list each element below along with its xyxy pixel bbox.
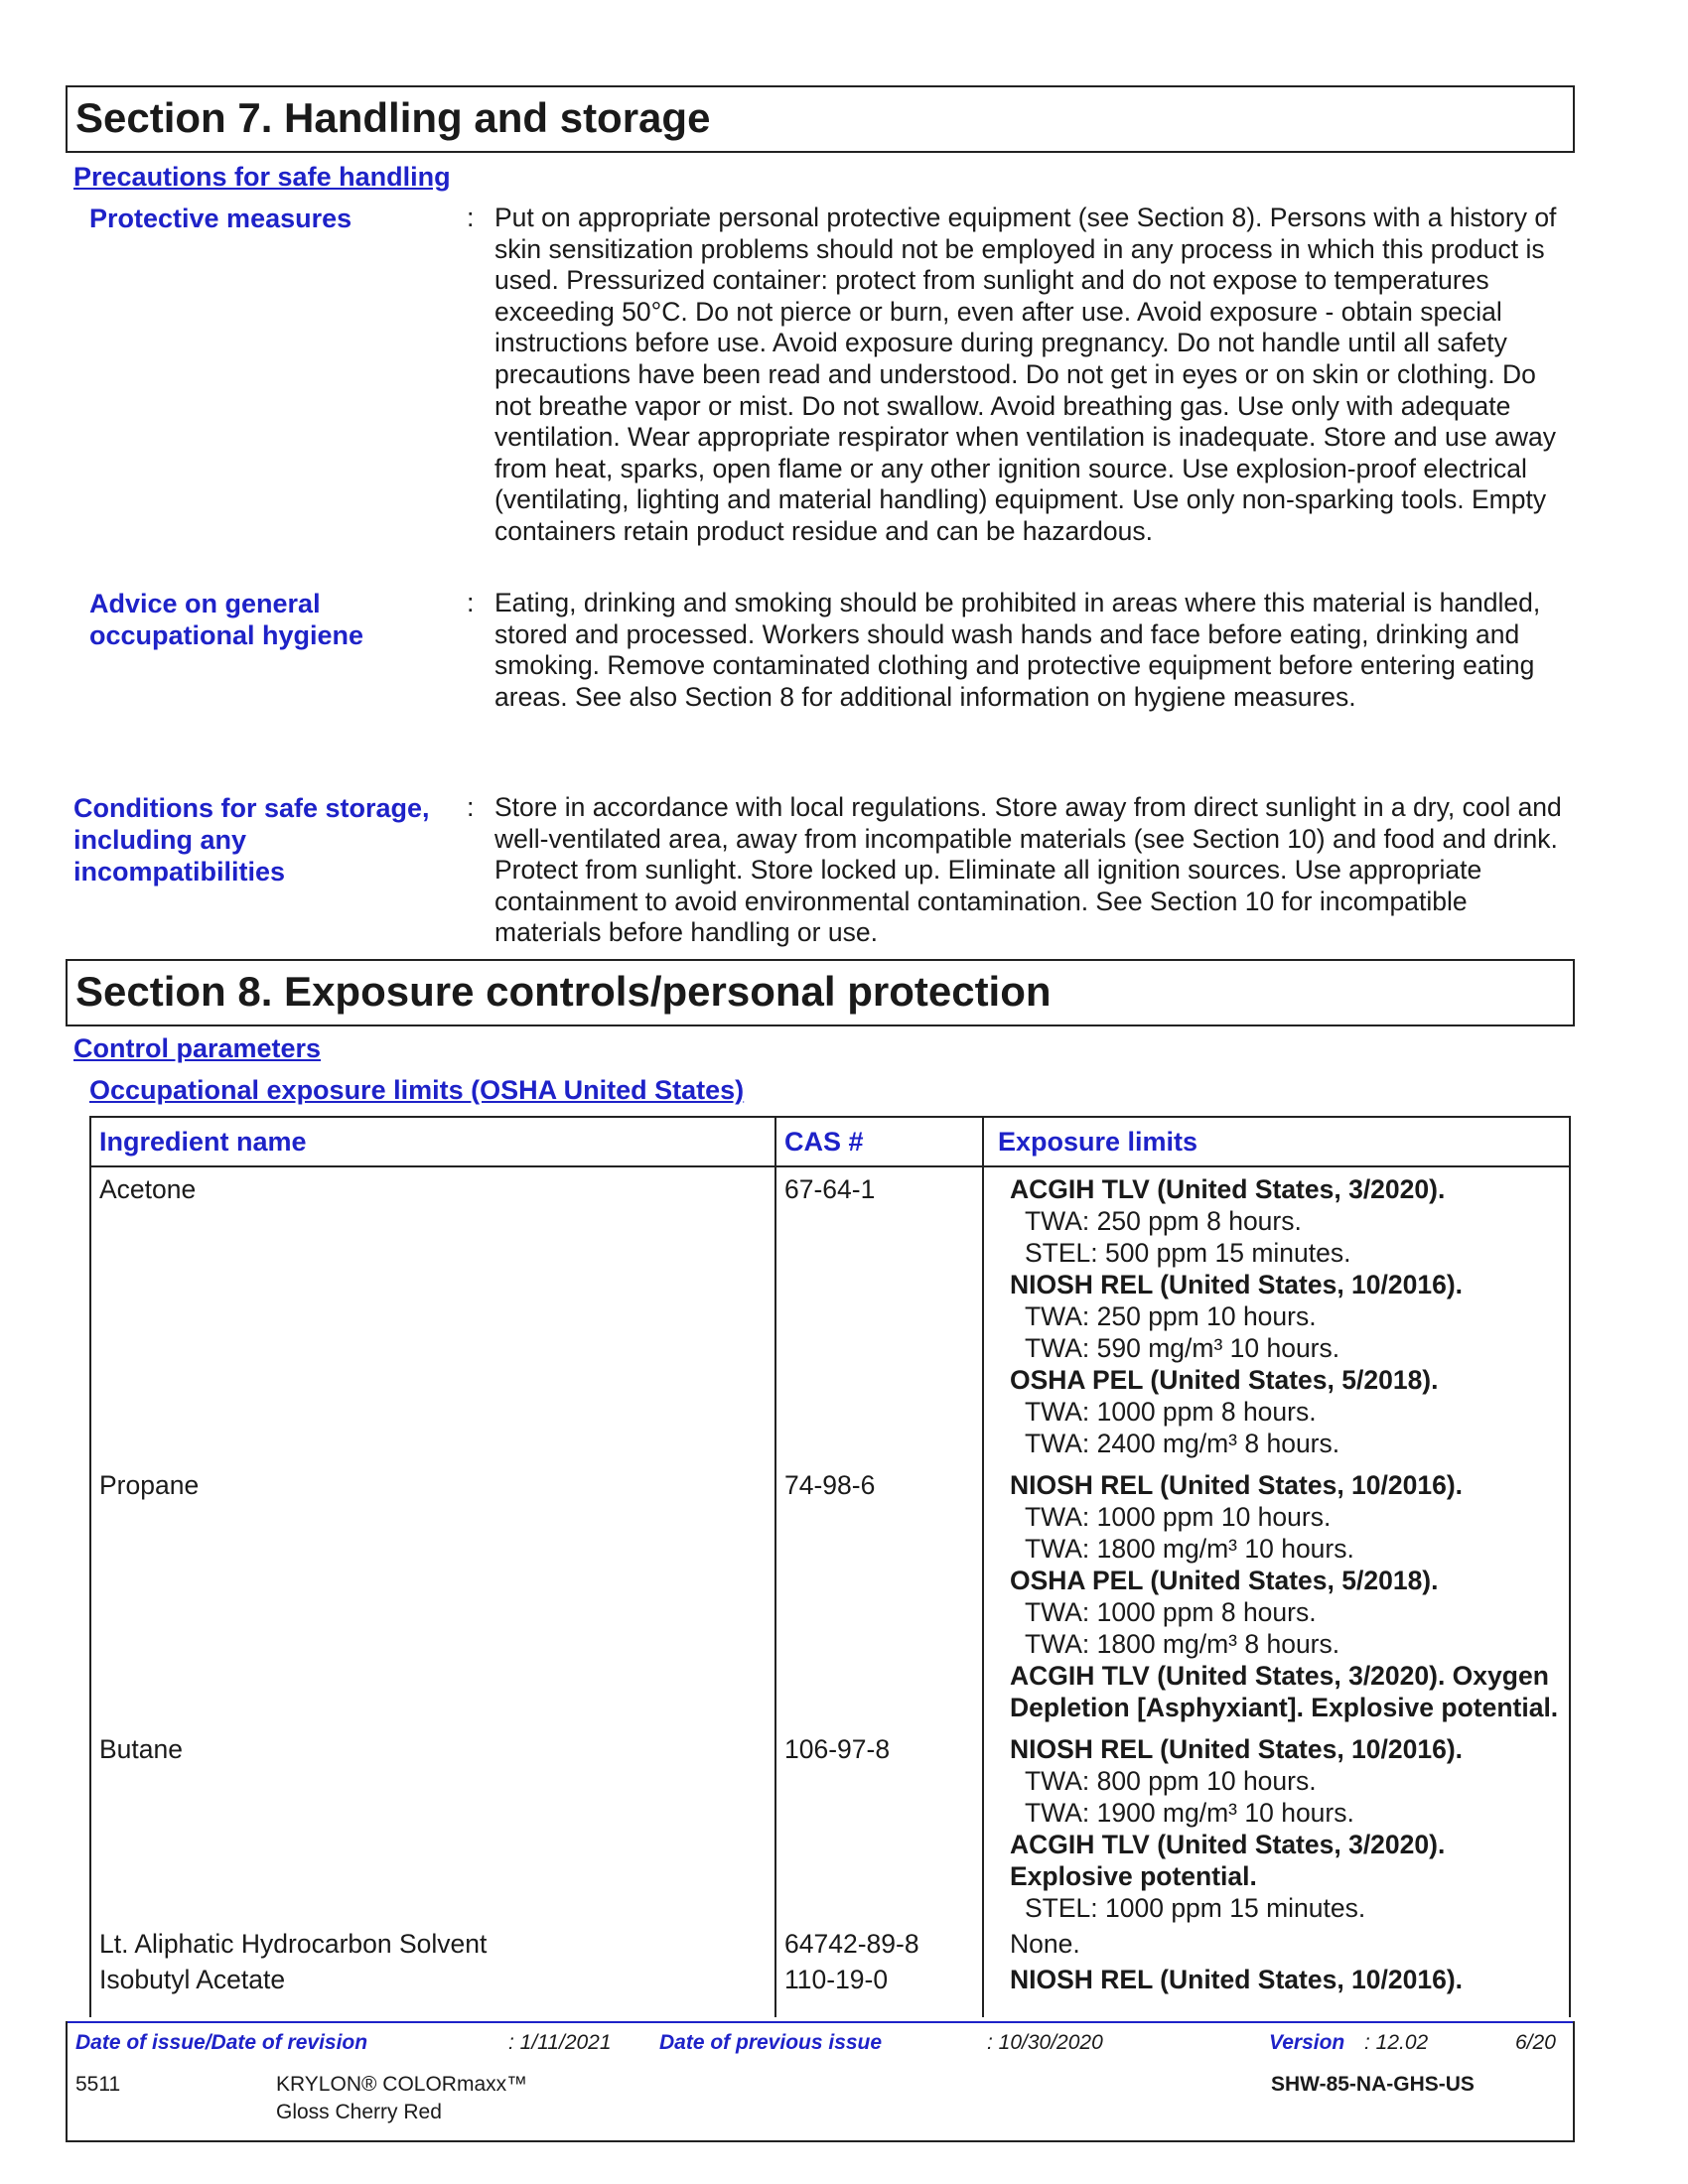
exposure-limits-cell	[983, 1964, 1570, 2017]
limit-source: NIOSH REL (United States, 10/2016).	[1010, 1734, 1464, 1764]
table-row	[90, 1463, 1570, 1727]
previous-issue-label: Date of previous issue	[659, 2031, 883, 2054]
control-parameters-heading[interactable]: Control parameters	[73, 1033, 322, 1063]
limit-value: TWA: 250 ppm 10 hours.	[1025, 1301, 1317, 1331]
section-8-title: Section 8. Exposure controls/personal protection	[66, 959, 1575, 1026]
limit-value: TWA: 800 ppm 10 hours.	[1025, 1766, 1317, 1796]
page-number: 6/20	[1515, 2031, 1556, 2054]
table-header-row	[90, 1117, 1570, 1166]
table-row	[90, 1928, 1570, 1964]
document-code: SHW-85-NA-GHS-US	[1271, 2073, 1475, 2096]
product-code: 5511	[75, 2073, 121, 2096]
ingredient-name-cell: Acetone	[90, 1166, 775, 1463]
table-row	[90, 1727, 1570, 1928]
limit-none: None.	[1010, 1929, 1080, 1959]
table-row	[90, 1166, 1570, 1463]
exposure-limits-cell	[983, 1727, 1570, 1928]
limit-value: TWA: 250 ppm 8 hours.	[1025, 1206, 1302, 1236]
limit-source: ACGIH TLV (United States, 3/2020).	[1010, 1174, 1446, 1204]
protective-measures-label: Protective measures	[89, 204, 352, 233]
cas-number-cell: 106-97-8	[775, 1727, 983, 1928]
limit-value: TWA: 1000 ppm 10 hours.	[1025, 1502, 1332, 1532]
col-ingredient-name: Ingredient name	[90, 1117, 775, 1166]
cas-number-cell: 67-64-1	[775, 1166, 983, 1463]
cas-number-cell: 110-19-0	[775, 1964, 983, 2017]
limit-value: TWA: 1800 mg/m³ 8 hours.	[1025, 1629, 1340, 1659]
limit-source: ACGIH TLV (United States, 3/2020). Oxygen Depletion [Asphyxiant]. Explosive potential.	[1010, 1661, 1559, 1722]
hygiene-label-line2: occupational hygiene	[89, 620, 364, 650]
product-name-line2: Gloss Cherry Red	[276, 2101, 442, 2123]
limit-value: STEL: 500 ppm 15 minutes.	[1025, 1238, 1351, 1268]
exposure-limits-cell	[983, 1928, 1570, 1964]
limit-source: OSHA PEL (United States, 5/2018).	[1010, 1566, 1439, 1595]
colon: :	[467, 792, 475, 822]
storage-label-line1: Conditions for safe storage,	[73, 793, 430, 823]
ingredient-name-cell: Isobutyl Acetate	[90, 1964, 775, 2017]
issue-date-value: : 1/11/2021	[508, 2031, 612, 2054]
version-value: : 12.02	[1364, 2031, 1429, 2054]
col-cas: CAS #	[775, 1117, 983, 1166]
page-footer	[66, 2021, 1575, 2142]
cas-number-cell: 64742-89-8	[775, 1928, 983, 1964]
exposure-limits-cell	[983, 1166, 1570, 1463]
limit-value: TWA: 2400 mg/m³ 8 hours.	[1025, 1429, 1340, 1458]
colon: :	[467, 588, 475, 617]
limit-value: STEL: 1000 ppm 15 minutes.	[1025, 1893, 1366, 1923]
limit-source: NIOSH REL (United States, 10/2016).	[1010, 1965, 1464, 1994]
product-name-line1: KRYLON® COLORmaxx™	[276, 2073, 528, 2096]
table-row	[90, 1964, 1570, 2017]
section-7-title: Section 7. Handling and storage	[66, 85, 1575, 153]
hygiene-label-line1: Advice on general	[89, 589, 321, 618]
ingredient-name-cell: Lt. Aliphatic Hydrocarbon Solvent	[90, 1928, 775, 1964]
limit-value: TWA: 1900 mg/m³ 10 hours.	[1025, 1798, 1354, 1828]
storage-label-line2: including any	[73, 825, 247, 855]
limit-source: NIOSH REL (United States, 10/2016).	[1010, 1470, 1464, 1500]
previous-issue-value: : 10/30/2020	[987, 2031, 1103, 2054]
col-exposure-limits: Exposure limits	[983, 1117, 1570, 1166]
limit-value: TWA: 590 mg/m³ 10 hours.	[1025, 1333, 1340, 1363]
storage-label	[73, 792, 430, 887]
exposure-limits-cell	[983, 1463, 1570, 1727]
storage-label-line3: incompatibilities	[73, 857, 286, 887]
footer-divider	[68, 2021, 1573, 2023]
hygiene-text: Eating, drinking and smoking should be prohibited in areas where this material is handled, stored and processed. Workers should wash hands and face before eating, drinking and smoking. Remove contaminated clothing and protective equipment before entering eating areas. See also Section 8 for additional information on hygiene measures.	[494, 588, 1541, 712]
version-label: Version	[1269, 2031, 1345, 2054]
issue-date-label: Date of issue/Date of revision	[75, 2031, 368, 2054]
limit-source: NIOSH REL (United States, 10/2016).	[1010, 1270, 1464, 1299]
limit-source: OSHA PEL (United States, 5/2018).	[1010, 1365, 1439, 1395]
limit-value: TWA: 1000 ppm 8 hours.	[1025, 1397, 1317, 1427]
hygiene-label	[89, 588, 363, 651]
protective-measures-text: Put on appropriate personal protective equipment (see Section 8). Persons with a history of skin sensitization problems should not be employed in any process in which this product is used. Pressurized container: protect from sunlight and do not expose to temperatures exceeding 50°C. Do not pierce or burn, even after use. Avoid exposure - obtain special instructions before use. Avoid exposure during pregnancy. Do not handle until all safety precautions have been read and understood. Do not get in eyes or on skin or clothing. Do not breathe vapor or mist. Do not swallow. Avoid breathing gas. Use only with adequate ventilation. Wear appropriate respirator when ventilation is inadequate. Store and use away from heat, sparks, open flame or any other ignition source. Use explosion-proof electrical (ventilating, lighting and material handling) equipment. Use only non-sparking tools. Empty containers retain product residue and can be hazardous.	[494, 203, 1557, 546]
storage-text: Store in accordance with local regulations. Store away from direct sunlight in a dry, cool and well-ventilated area, away from incompatible materials (see Section 10) and food and drink. Protect from sunlight. Store locked up. Eliminate all ignition sources. Use appropriate containment to avoid environmental contamination. See Section 10 for incompatible materials before handling or use.	[494, 792, 1562, 948]
ingredient-name-cell: Butane	[90, 1727, 775, 1928]
limit-value: TWA: 1000 ppm 8 hours.	[1025, 1597, 1317, 1627]
ingredient-name-cell: Propane	[90, 1463, 775, 1727]
cas-number-cell: 74-98-6	[775, 1463, 983, 1727]
colon: :	[467, 203, 475, 232]
precautions-heading[interactable]: Precautions for safe handling	[73, 162, 451, 192]
oel-heading[interactable]: Occupational exposure limits (OSHA United States)	[89, 1075, 745, 1105]
limit-value: TWA: 1800 mg/m³ 10 hours.	[1025, 1534, 1354, 1564]
exposure-limits-table	[89, 1116, 1571, 2017]
limit-source: ACGIH TLV (United States, 3/2020). Explosive potential.	[1010, 1830, 1446, 1891]
